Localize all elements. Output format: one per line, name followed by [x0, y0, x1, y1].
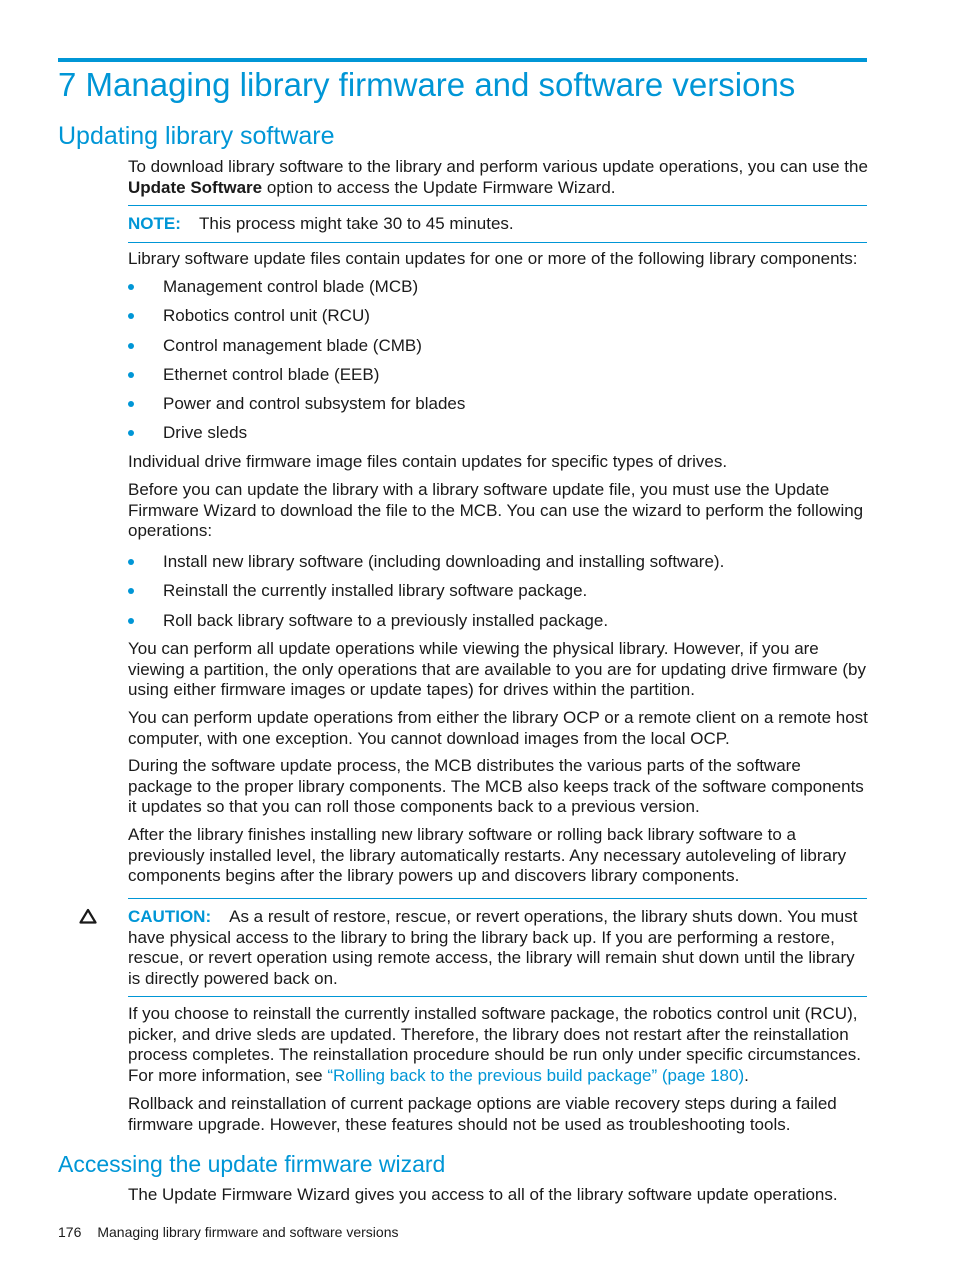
list-item: [128, 423, 868, 452]
ocp-paragraph: You can perform update operations from either the library OCP or a remote client on a remote host computer, with one exception. You cannot download images from the local OCP.: [128, 708, 868, 748]
intro-text-after: option to access the Update Firmware Wizard.: [262, 177, 616, 197]
rolling-back-link[interactable]: “Rolling back to the previous build package” (page 180): [327, 1065, 745, 1085]
bullet-icon: [128, 372, 134, 378]
page-number: 176: [58, 1224, 82, 1240]
page-footer: [58, 1223, 398, 1241]
rollback-paragraph: Rollback and reinstallation of current package options are viable recovery steps during a failed firmware upgrade. However, these features should not be used as troubleshooting tools.: [128, 1094, 837, 1134]
list-item: [128, 336, 868, 365]
list-item-text: Install new library software (including downloading and installing software).: [163, 552, 725, 571]
note-text: This process might take 30 to 45 minutes.: [199, 214, 514, 233]
list-item-text: Drive sleds: [163, 423, 248, 443]
list-item: [128, 277, 868, 306]
list-item-text: Ethernet control blade (EEB): [163, 364, 380, 384]
list-item: [128, 581, 868, 610]
caution-label: CAUTION:: [128, 907, 212, 926]
restart-paragraph: After the library finishes installing new library software or rolling back library software to a previously installed level, the library automatically restarts. Any necessary autoleveling of library components begins after the library powers up and discovers library components.: [128, 825, 847, 886]
intro-text-before: To download library software to the library and perform various update operations, you can use the: [128, 157, 868, 176]
components-intro: Library software update files contain updates for one or more of the following library components:: [128, 249, 858, 268]
subsection-title: Accessing the update firmware wizard: [58, 1151, 446, 1177]
running-title: Managing library firmware and software versions: [97, 1224, 399, 1240]
caution-content: [128, 907, 863, 989]
reinstall-text: If you choose to reinstall the currently installed software package, the robotics control unit (RCU), picker, and drive sleds are updated. Therefore, the library does not restart after the reinstallation process completes. The reinstallation procedure should be run only under specific circumstances. For more information, see: [128, 1004, 861, 1085]
section-title: Updating library software: [58, 122, 335, 150]
list-item-text: Reinstall the currently installed library software package.: [163, 581, 588, 601]
list-item: [128, 552, 868, 581]
list-item: [128, 306, 868, 335]
update-software-term: Update Software: [128, 177, 263, 197]
chapter-title: 7 Managing library firmware and software versions: [58, 66, 796, 103]
bullet-icon: [128, 313, 134, 319]
components-list: [128, 277, 868, 453]
list-item-text: Robotics control unit (RCU): [163, 306, 370, 326]
bullet-icon: [128, 588, 134, 594]
list-item-text: Management control blade (MCB): [163, 277, 419, 296]
wizard-paragraph: The Update Firmware Wizard gives you access to all of the library software update operations.: [128, 1185, 838, 1204]
drive-images-paragraph: Individual drive firmware image files contain updates for specific types of drives.: [128, 452, 728, 471]
list-item: [128, 394, 868, 423]
list-item: [128, 365, 868, 394]
list-item: [128, 611, 868, 640]
partition-paragraph: You can perform all update operations while viewing the physical library. However, if you are viewing a partition, the only operations that are available to you are for updating drive firmware (by using either firmware images or update tapes) for drives within the partition.: [128, 639, 867, 700]
bullet-icon: [128, 618, 134, 624]
reinstall-end: .: [744, 1065, 749, 1085]
caution-box: [128, 898, 867, 997]
before-update-paragraph: Before you can update the library with a library software update file, you must use the Update Firmware Wizard to download the file to the MCB. You can use the wizard to perform the following operations:: [128, 480, 864, 541]
note-box: [128, 205, 867, 243]
list-item-text: Roll back library software to a previously installed package.: [163, 610, 609, 630]
bullet-icon: [128, 401, 134, 407]
intro-paragraph: [128, 157, 868, 198]
operations-list: [128, 552, 868, 640]
caution-triangle-icon: [79, 908, 97, 924]
distribute-paragraph: During the software update process, the MCB distributes the various parts of the software package to the proper library components. The MCB also keeps track of the software components it updates so that you can roll those components back to a previous version.: [128, 756, 864, 817]
chapter-top-rule: [58, 58, 867, 62]
caution-text: As a result of restore, rescue, or revert operations, the library shuts down. You must have physical access to the library to bring the library back up. If you are performing a restore, rescue, or revert operation using remote access, the library will remain shut down until the library is directly powered back on.: [128, 907, 858, 988]
bullet-icon: [128, 284, 134, 290]
note-label: NOTE:: [128, 214, 181, 233]
bullet-icon: [128, 343, 134, 349]
list-item-text: Power and control subsystem for blades: [163, 394, 466, 414]
reinstall-paragraph: [128, 1004, 868, 1086]
bullet-icon: [128, 559, 134, 565]
list-item-text: Control management blade (CMB): [163, 335, 422, 355]
bullet-icon: [128, 430, 134, 436]
